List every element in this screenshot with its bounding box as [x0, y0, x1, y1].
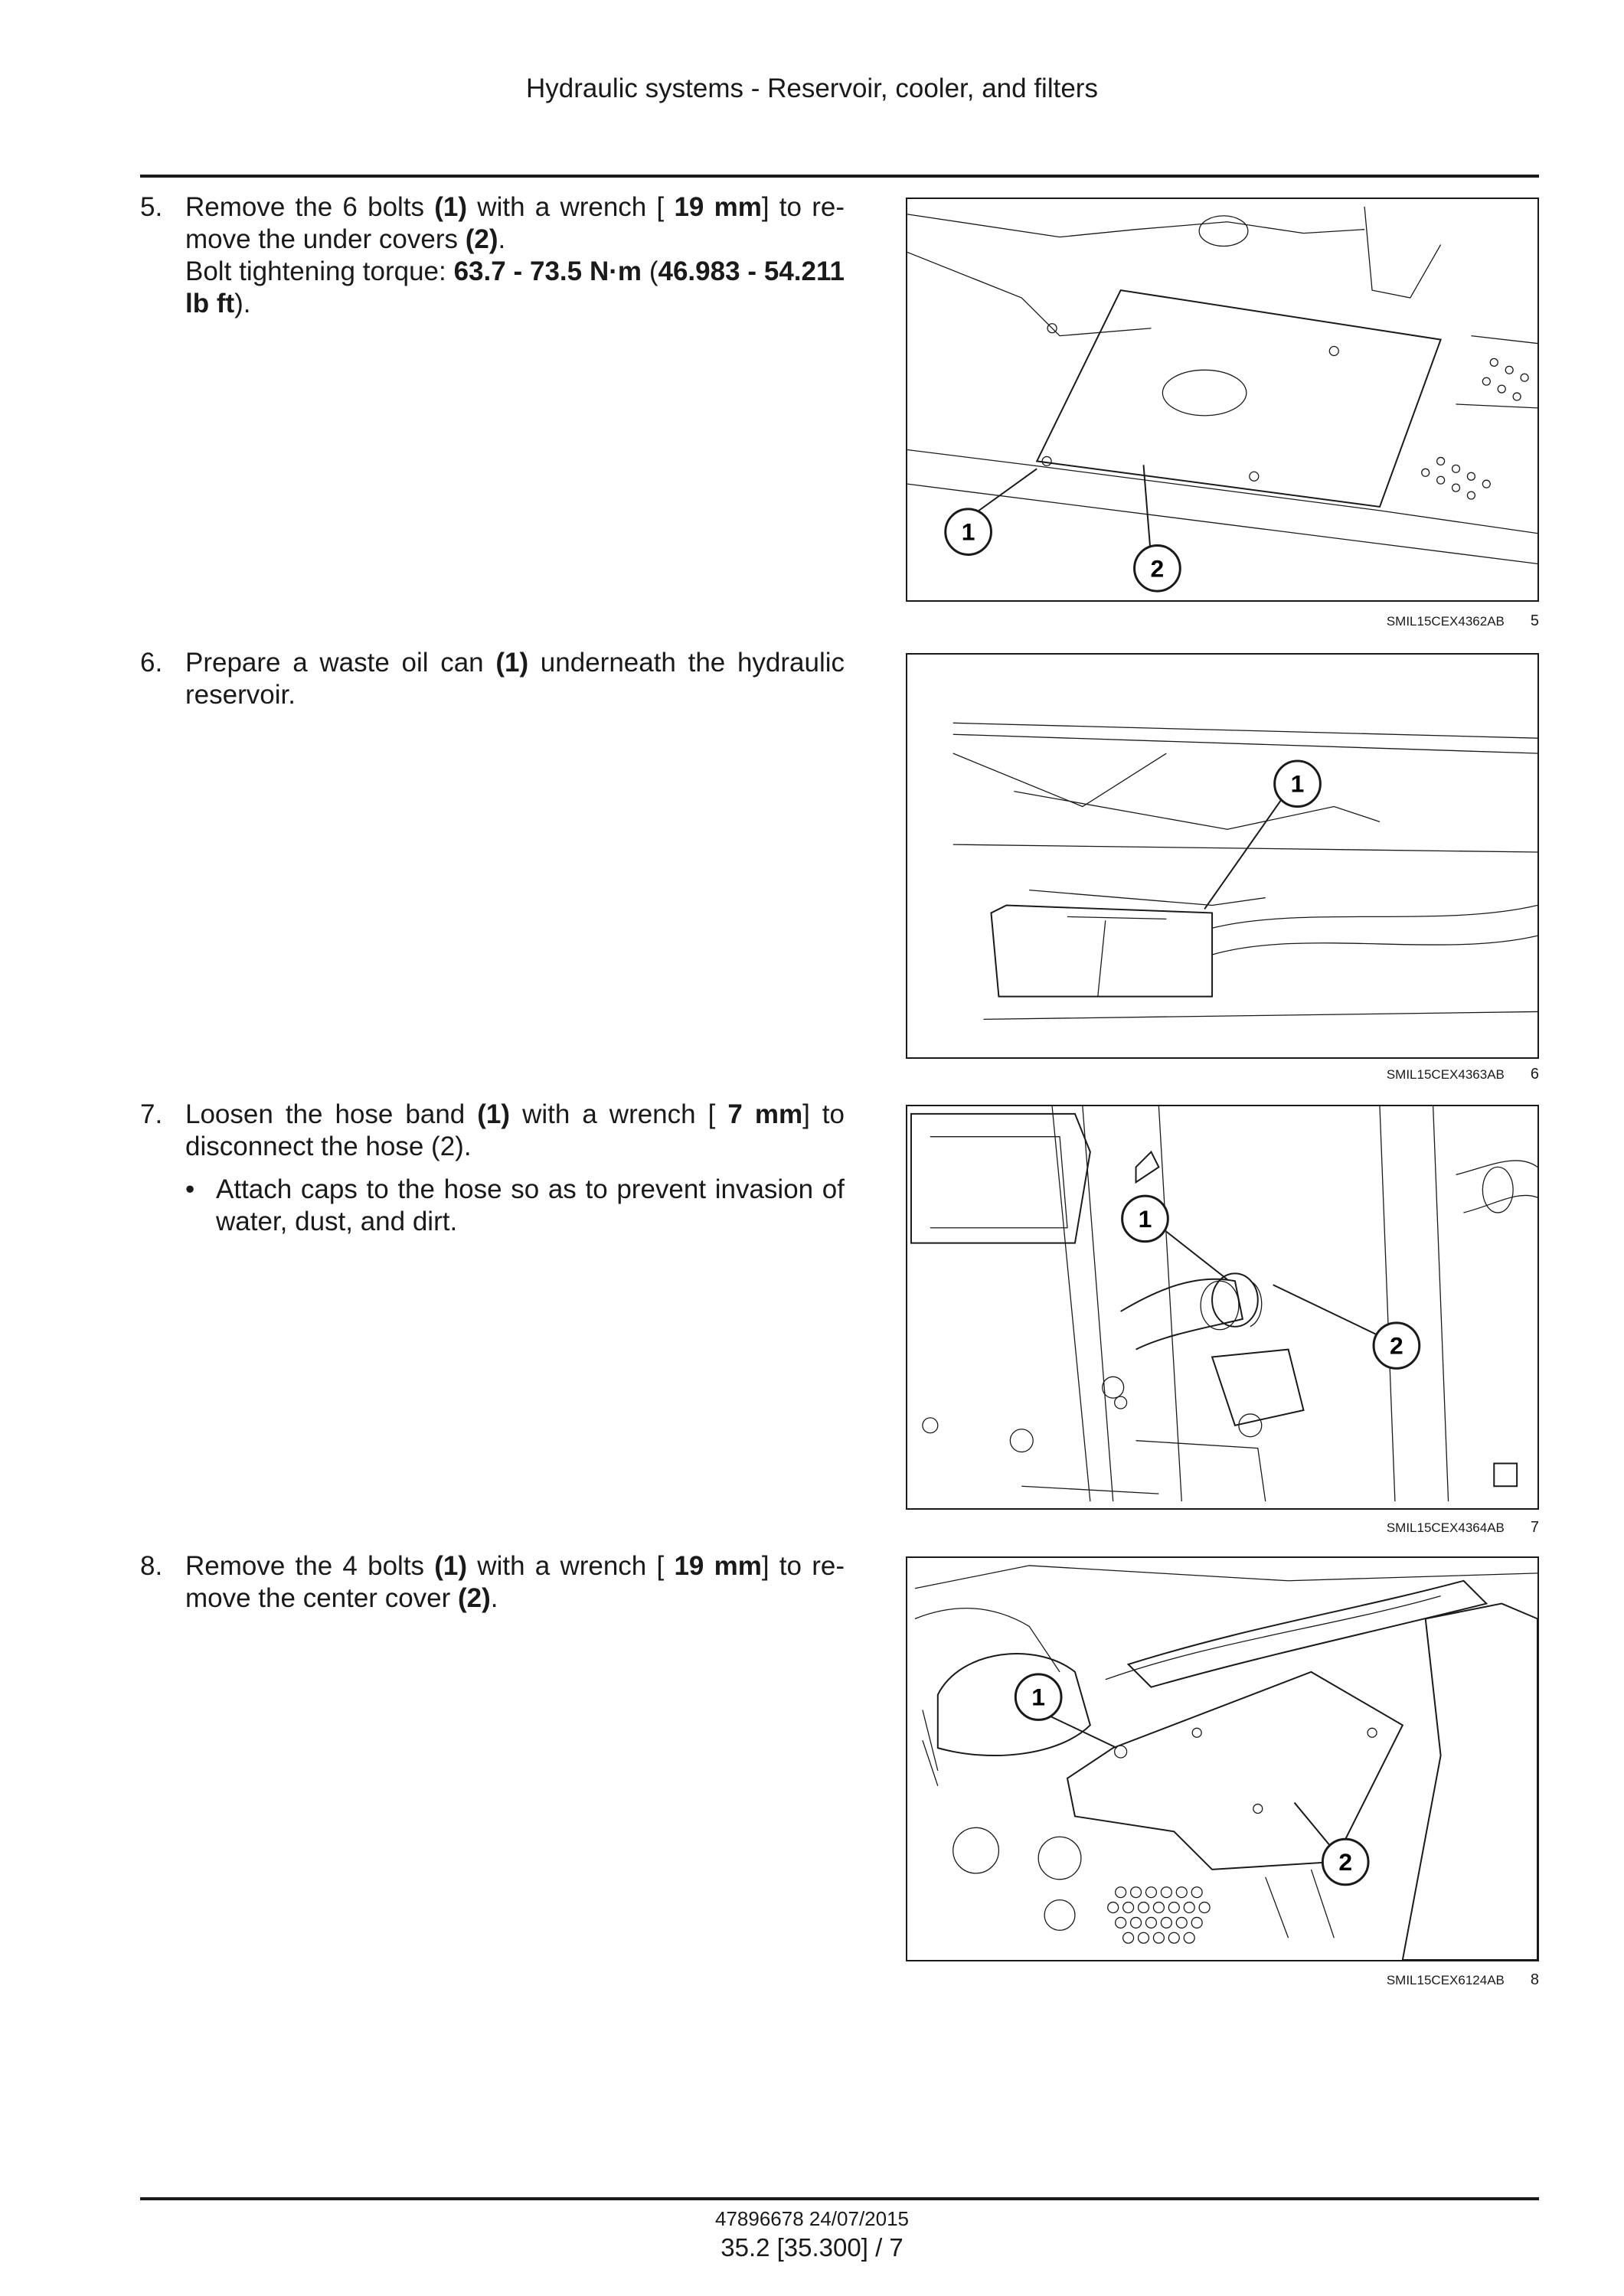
step-6 — [140, 647, 845, 711]
header-rule — [140, 175, 1539, 178]
callout-1 — [1015, 1674, 1061, 1720]
step-text: Loosen the hose band (1) with a wrench [ 7 mm] to disconnect the hose (2). — [185, 1099, 845, 1161]
callout-2 — [1322, 1839, 1368, 1885]
step-8 — [140, 1550, 845, 1615]
step-number: 8. — [140, 1551, 163, 1581]
svg-text:2: 2 — [1338, 1848, 1353, 1876]
torque-spec: Bolt tightening torque: 63.7 - 73.5 N·m (46.983 - 54.211 lb ft). — [185, 256, 845, 318]
svg-text:2: 2 — [1390, 1331, 1403, 1360]
figure-7-hose-band — [906, 1105, 1539, 1510]
step-7 — [140, 1099, 845, 1238]
svg-text:1: 1 — [1290, 769, 1305, 798]
figure-8-caption — [906, 1971, 1539, 1989]
svg-text:1: 1 — [1031, 1683, 1046, 1711]
figure-code: SMIL15CEX4362AB — [1386, 614, 1505, 629]
callout-1 — [946, 509, 992, 555]
step-number: 5. — [140, 192, 163, 222]
step-number: 6. — [140, 648, 163, 678]
figure-6-caption — [906, 1066, 1539, 1083]
footer-page-ref: 35.2 [35.300] / 7 — [721, 2233, 903, 2262]
figure-number: 7 — [1530, 1519, 1539, 1536]
step-5 — [140, 191, 845, 320]
figure-5-caption — [906, 612, 1539, 630]
footer-rule — [140, 2197, 1539, 2200]
figure-code: SMIL15CEX4363AB — [1386, 1067, 1505, 1082]
step-text: Remove the 6 bolts (1) with a wrench [ 19 mm] to re-move the under covers (2). — [185, 192, 845, 254]
step-text: Remove the 4 bolts (1) with a wrench [ 19 mm] to re-move the center cover (2). — [185, 1551, 845, 1613]
figure-number: 8 — [1530, 1971, 1539, 1988]
figure-5-under-covers — [906, 198, 1539, 602]
step-number: 7. — [140, 1099, 163, 1129]
figure-code: SMIL15CEX6124AB — [1386, 1973, 1505, 1987]
page-header-title: Hydraulic systems - Reservoir, cooler, and filters — [526, 73, 1098, 103]
figure-code: SMIL15CEX4364AB — [1386, 1520, 1505, 1535]
bullet-item: • Attach caps to the hose so as to prevent invasion of water, dust, and dirt. — [185, 1174, 845, 1236]
svg-text:1: 1 — [1138, 1204, 1152, 1233]
step-text: Prepare a waste oil can (1) underneath the hydraulic reservoir. — [185, 648, 845, 710]
callout-2 — [1374, 1323, 1420, 1369]
svg-text:2: 2 — [1150, 554, 1165, 583]
bullet-dot-icon: • — [185, 1174, 195, 1204]
figure-8-center-cover — [906, 1556, 1539, 1961]
svg-text:1: 1 — [961, 518, 975, 546]
callout-1 — [1122, 1196, 1168, 1242]
callout-2 — [1135, 546, 1181, 592]
callout-1 — [1275, 761, 1321, 807]
figure-7-caption — [906, 1519, 1539, 1537]
figure-number: 5 — [1530, 612, 1539, 629]
figure-6-waste-oil-can — [906, 653, 1539, 1059]
figure-number: 6 — [1530, 1066, 1539, 1083]
footer-doc-ref: 47896678 24/07/2015 — [714, 2207, 910, 2230]
